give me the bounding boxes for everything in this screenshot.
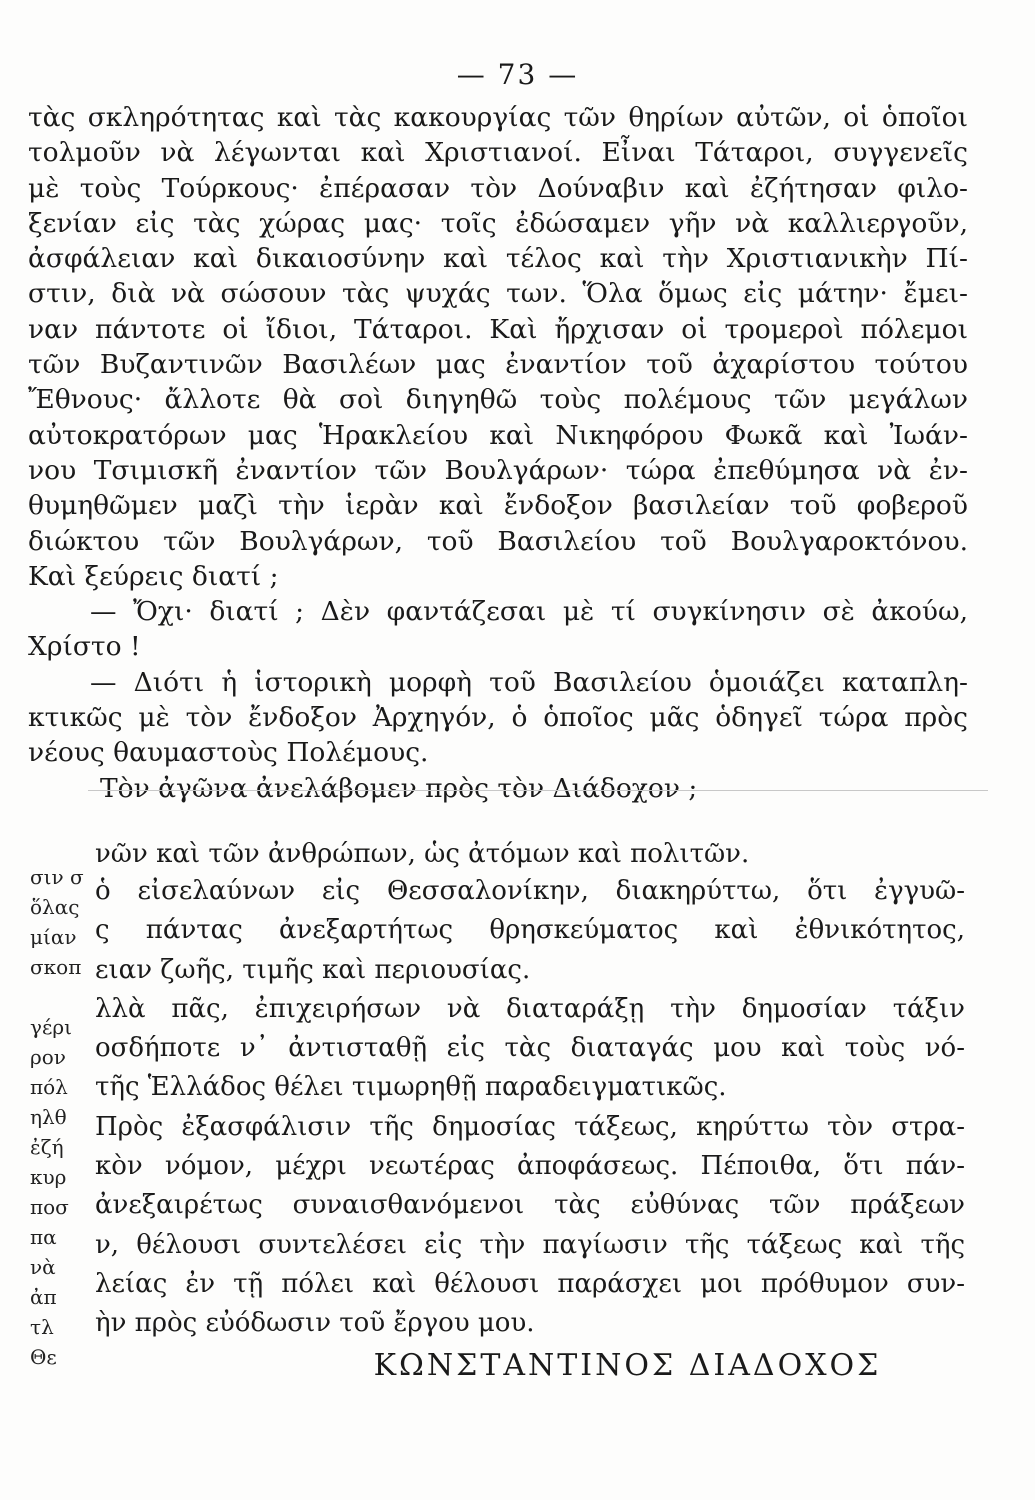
text-line: ναν πάντοτε οἱ ἴδιοι, Τάταροι. Καὶ ἤρχισαν οἱ τρομεροὶ πόλεμοι [28,313,968,345]
text-line: θυμηθῶμεν μαζὶ τὴν ἱερὰν καὶ ἔνδοξον βασιλείαν τοῦ φοβεροῦ [28,490,968,522]
text-line: — Ὄχι· διατί ; Δὲν φαντάζεσαι μὲ τί συγκίνησιν σὲ ἀκούω, [90,596,968,628]
pasted-strip-edge [88,790,988,799]
margin-fragment: πόλ [30,1075,68,1099]
margin-fragment: ἀπ [30,1285,57,1309]
signature: ΚΩΝΣΤΑΝΤΙΝΟΣ ΔΙΑΔΟΧΟΣ [373,1348,882,1383]
text-line: ἀνεξαιρέτως συναισθανόμενοι τὰς εὐθύνας τῶν πράξεων [95,1190,965,1221]
text-line: Τὸν ἀγῶνα ἀνελάβομεν πρὸς τὸν Διάδοχον ; [100,772,698,804]
margin-fragment: νὰ [30,1255,56,1279]
text-line: Χρίστο ! [28,631,141,663]
text-line: νου Τσιμισκῆ ἐναντίον τῶν Βουλγάρων· τώρα ἐπεθύμησα νὰ ἐν- [28,454,968,486]
margin-fragment: ὅλας [30,895,80,919]
text-line: μὲ τοὺς Τούρκους· ἐπέρασαν τὸν Δούναβιν καὶ ἐζήτησαν φιλο- [28,172,968,204]
text-line: ὴν πρὸς εὐόδωσιν τοῦ ἔργου μου. [95,1308,535,1339]
text-line: τὰς σκληρότητας καὶ τὰς κακουργίας τῶν θηρίων αὐτῶν, οἱ ὁποῖοι [28,102,968,133]
text-line: κὸν νόμον, μέχρι νεωτέρας ἀποφάσεως. Πέποιθα, ὅτι πάν- [95,1151,965,1182]
text-line: τῶν Βυζαντινῶν Βασιλέων μας ἐναντίον τοῦ ἀχαρίστου τούτου [28,349,968,381]
text-line: Ἔθνους· ἄλλοτε θὰ σοὶ διηγηθῶ τοὺς πολέμους τῶν μεγάλων [28,384,968,416]
text-line: Πρὸς ἐξασφάλισιν τῆς δημοσίας τάξεως, κηρύττω τὸν στρα- [95,1111,965,1142]
text-line: νέους θαυμαστοὺς Πολέμους. [28,737,429,769]
margin-fragment: τλ [30,1315,54,1339]
text-line: διώκτου τῶν Βουλγάρων, τοῦ Βασιλείου τοῦ Βουλγαροκτόνου. [28,525,968,557]
margin-fragment: ἐζή [30,1135,64,1159]
text-line: οσδήποτε ν᾽ ἀντισταθῇ εἰς τὰς διαταγάς μου καὶ τοὺς νό- [95,1033,965,1064]
text-line: ν, θέλουσι συντελέσει εἰς τὴν παγίωσιν τῆς τάξεως καὶ τῆς [95,1229,965,1260]
margin-fragment: Θε [30,1345,57,1369]
text-line: στιν, διὰ νὰ σώσουν τὰς ψυχάς των. Ὅλα ὅμως εἰς μάτην· ἔμει- [28,278,968,310]
text-line: ξενίαν εἰς τὰς χώρας μας· τοῖς ἐδώσαμεν γῆν νὰ καλλιεργοῦν, [28,207,968,239]
margin-fragment: σιν σ [30,865,84,889]
text-line: Καὶ ξεύρεις διατί ; [28,560,279,592]
margin-fragment: μίαν [30,925,77,949]
margin-fragment: ποσ [30,1195,69,1219]
text-line: — Διότι ἡ ἱστορικὴ μορφὴ τοῦ Βασιλείου ὁμοιάζει καταπλη- [90,666,968,698]
margin-fragment [30,982,100,1012]
text-line: κτικῶς μὲ τὸν ἔνδοξον Ἀρχηγόν, ὁ ὁποῖος μᾶς ὁδηγεῖ τώρα πρὸς [28,702,968,734]
text-line: λλὰ πᾶς, ἐπιχειρήσων νὰ διαταράξῃ τὴν δημοσίαν τάξιν [95,993,965,1024]
margin-fragment: πα [30,1225,57,1249]
text-line: λείας ἐν τῇ πόλει καὶ θέλουσι παράσχει μοι πρόθυμον συν- [95,1268,965,1299]
left-margin-fragments [30,858,100,1372]
text-line: νῶν καὶ τῶν ἀνθρώπων, ὡς ἀτόμων καὶ πολιτῶν. [95,839,750,869]
margin-fragment: σκοπ [30,955,82,979]
page-number: — 73 — [456,58,579,91]
text-line: τῆς Ἑλλάδος θέλει τιμωρηθῇ παραδειγματικῶς. [95,1072,727,1103]
upper-text-block [28,100,968,806]
lower-text-block [95,837,965,1344]
margin-fragment: ηλθ [30,1105,67,1129]
text-line: ειαν ζωῆς, τιμῆς καὶ περιουσίας. [95,954,531,985]
text-line: αὐτοκρατόρων μας Ἡρακλείου καὶ Νικηφόρου Φωκᾶ καὶ Ἰωάν- [28,419,968,451]
text-line: ἀσφάλειαν καὶ δικαιοσύνην καὶ τέλος καὶ τὴν Χριστιανικὴν Πί- [28,243,968,275]
margin-fragment: γέρι [30,1015,72,1039]
text-line: τολμοῦν νὰ λέγωνται καὶ Χριστιανοί. Εἶναι Τάταροι, συγγενεῖς [28,137,968,169]
margin-fragment: ρον [30,1045,66,1069]
margin-fragment: κυρ [30,1165,67,1189]
text-line: ὁ εἰσελαύνων εἰς Θεσσαλονίκην, διακηρύττω, ὅτι ἐγγυῶ- [95,876,965,906]
text-line: ς πάντας ἀνεξαρτήτως θρησκεύματος καὶ ἐθνικότητος, [95,915,965,946]
